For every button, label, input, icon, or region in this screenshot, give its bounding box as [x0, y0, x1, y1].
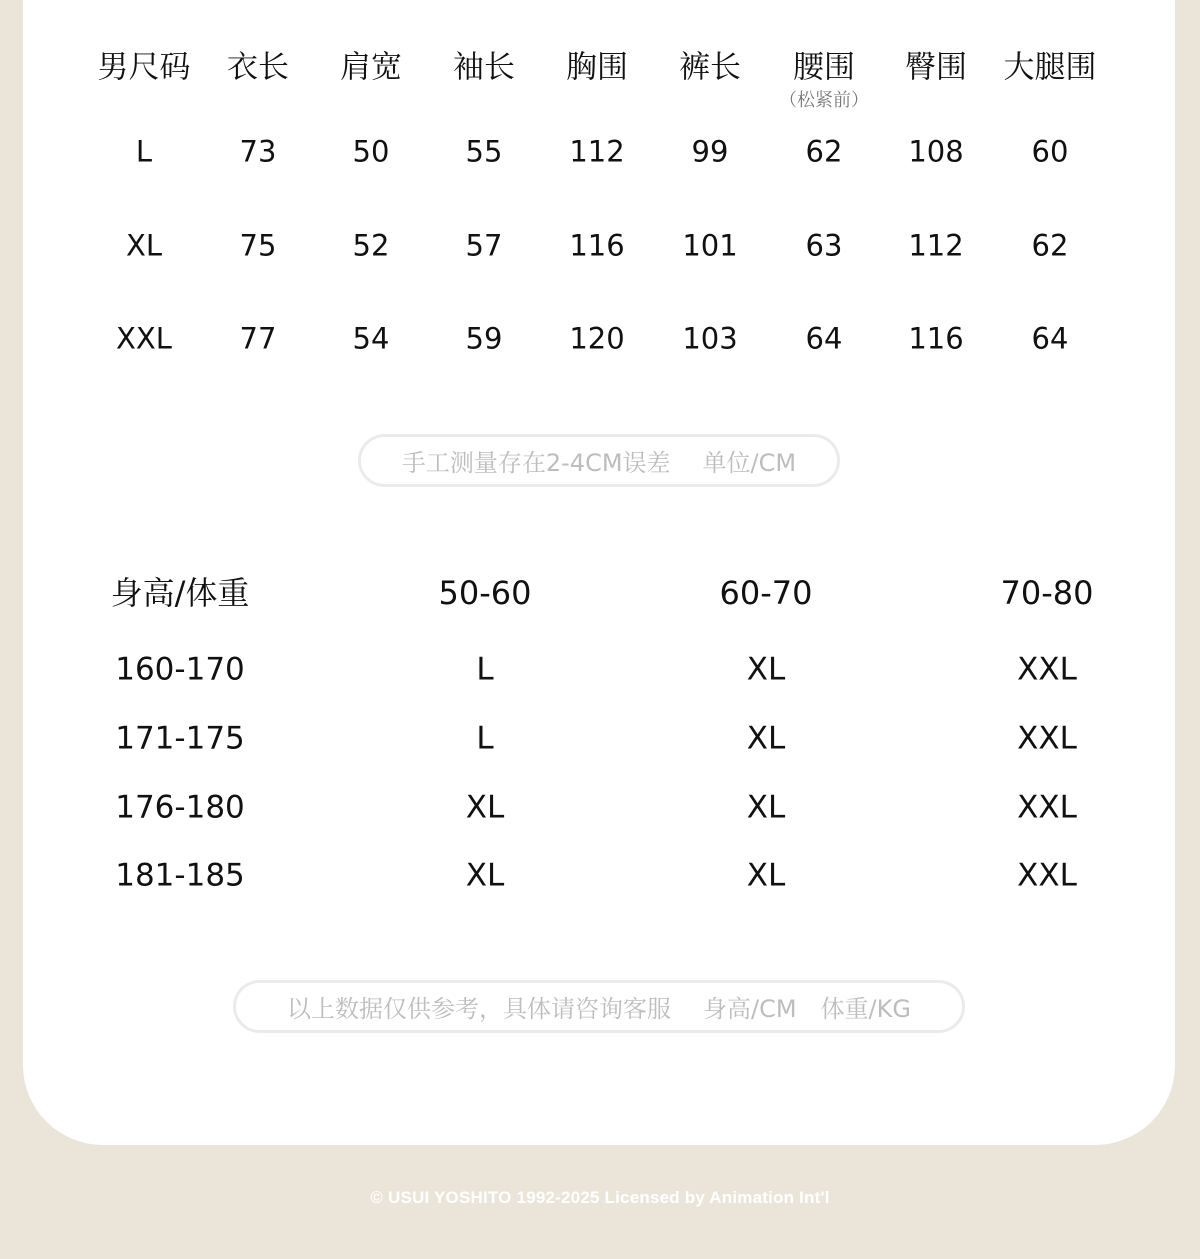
- recommended-size-cell: XL: [465, 857, 505, 894]
- size-note-pill: [358, 434, 840, 487]
- size-value-cell: 108: [908, 134, 964, 169]
- size-value-cell: 75: [239, 228, 277, 263]
- size-value-cell: 63: [805, 228, 843, 263]
- size-value-cell: 57: [465, 228, 503, 263]
- size-value-cell: 59: [465, 321, 503, 356]
- size-label-cell: L: [135, 134, 153, 169]
- size-value-cell: 99: [691, 134, 729, 169]
- recommend-col-header: 50-60: [438, 574, 532, 612]
- recommend-note-pill: [233, 980, 965, 1033]
- recommended-size-cell: XXL: [1017, 651, 1077, 688]
- size-value-cell: 112: [908, 228, 964, 263]
- size-value-cell: 54: [352, 321, 390, 356]
- size-col-header: 男尺码: [97, 49, 191, 86]
- recommend-col-header: 60-70: [719, 574, 813, 612]
- size-value-cell: 112: [569, 134, 625, 169]
- size-label-cell: XL: [125, 228, 163, 263]
- recommended-size-cell: XL: [746, 651, 786, 688]
- size-value-cell: 120: [569, 321, 625, 356]
- waist-note: （松紧前）: [779, 90, 869, 111]
- size-value-cell: 60: [1031, 134, 1069, 169]
- size-value-cell: 64: [805, 321, 843, 356]
- recommended-size-cell: XL: [465, 789, 505, 826]
- height-range-cell: 181-185: [115, 857, 245, 894]
- unit-note: 单位/CM: [702, 449, 797, 477]
- size-value-cell: 101: [682, 228, 738, 263]
- size-value-cell: 73: [239, 134, 277, 169]
- recommend-col-header: 身高/体重: [110, 574, 250, 612]
- size-col-header: 衣长: [227, 49, 289, 86]
- height-range-cell: 171-175: [115, 720, 245, 757]
- height-unit-note: 身高/CM: [703, 995, 797, 1023]
- weight-unit-note: 体重/KG: [820, 995, 911, 1023]
- size-chart-card: [23, 0, 1175, 1145]
- recommended-size-cell: XXL: [1017, 720, 1077, 757]
- recommended-size-cell: XXL: [1017, 789, 1077, 826]
- size-col-header: 腰围: [793, 49, 855, 86]
- size-value-cell: 50: [352, 134, 390, 169]
- size-value-cell: 52: [352, 228, 390, 263]
- recommended-size-cell: L: [476, 720, 494, 757]
- size-value-cell: 62: [1031, 228, 1069, 263]
- height-range-cell: 176-180: [115, 789, 245, 826]
- recommended-size-cell: XL: [746, 789, 786, 826]
- copyright-footer: © USUI YOSHITO 1992-2025 Licensed by Animation Int'l: [370, 1188, 830, 1207]
- size-value-cell: 55: [465, 134, 503, 169]
- recommended-size-cell: XL: [746, 720, 786, 757]
- recommended-size-cell: XXL: [1017, 857, 1077, 894]
- size-value-cell: 103: [682, 321, 738, 356]
- size-col-header: 肩宽: [340, 49, 402, 86]
- size-value-cell: 62: [805, 134, 843, 169]
- reference-note: 以上数据仅供参考，具体请咨询客服: [287, 995, 671, 1023]
- size-col-header: 袖长: [453, 49, 515, 86]
- measurement-error-note: 手工测量存在2-4CM误差: [401, 449, 671, 477]
- size-col-header: 大腿围: [1003, 49, 1097, 86]
- height-range-cell: 160-170: [115, 651, 245, 688]
- size-col-header: 臀围: [905, 49, 967, 86]
- size-label-cell: XXL: [116, 321, 172, 356]
- recommended-size-cell: XL: [746, 857, 786, 894]
- size-col-header: 胸围: [566, 49, 628, 86]
- recommend-col-header: 70-80: [1000, 574, 1094, 612]
- size-col-header: 裤长: [679, 49, 741, 86]
- size-value-cell: 64: [1031, 321, 1069, 356]
- size-value-cell: 116: [908, 321, 964, 356]
- size-value-cell: 77: [239, 321, 277, 356]
- recommended-size-cell: L: [476, 651, 494, 688]
- size-value-cell: 116: [569, 228, 625, 263]
